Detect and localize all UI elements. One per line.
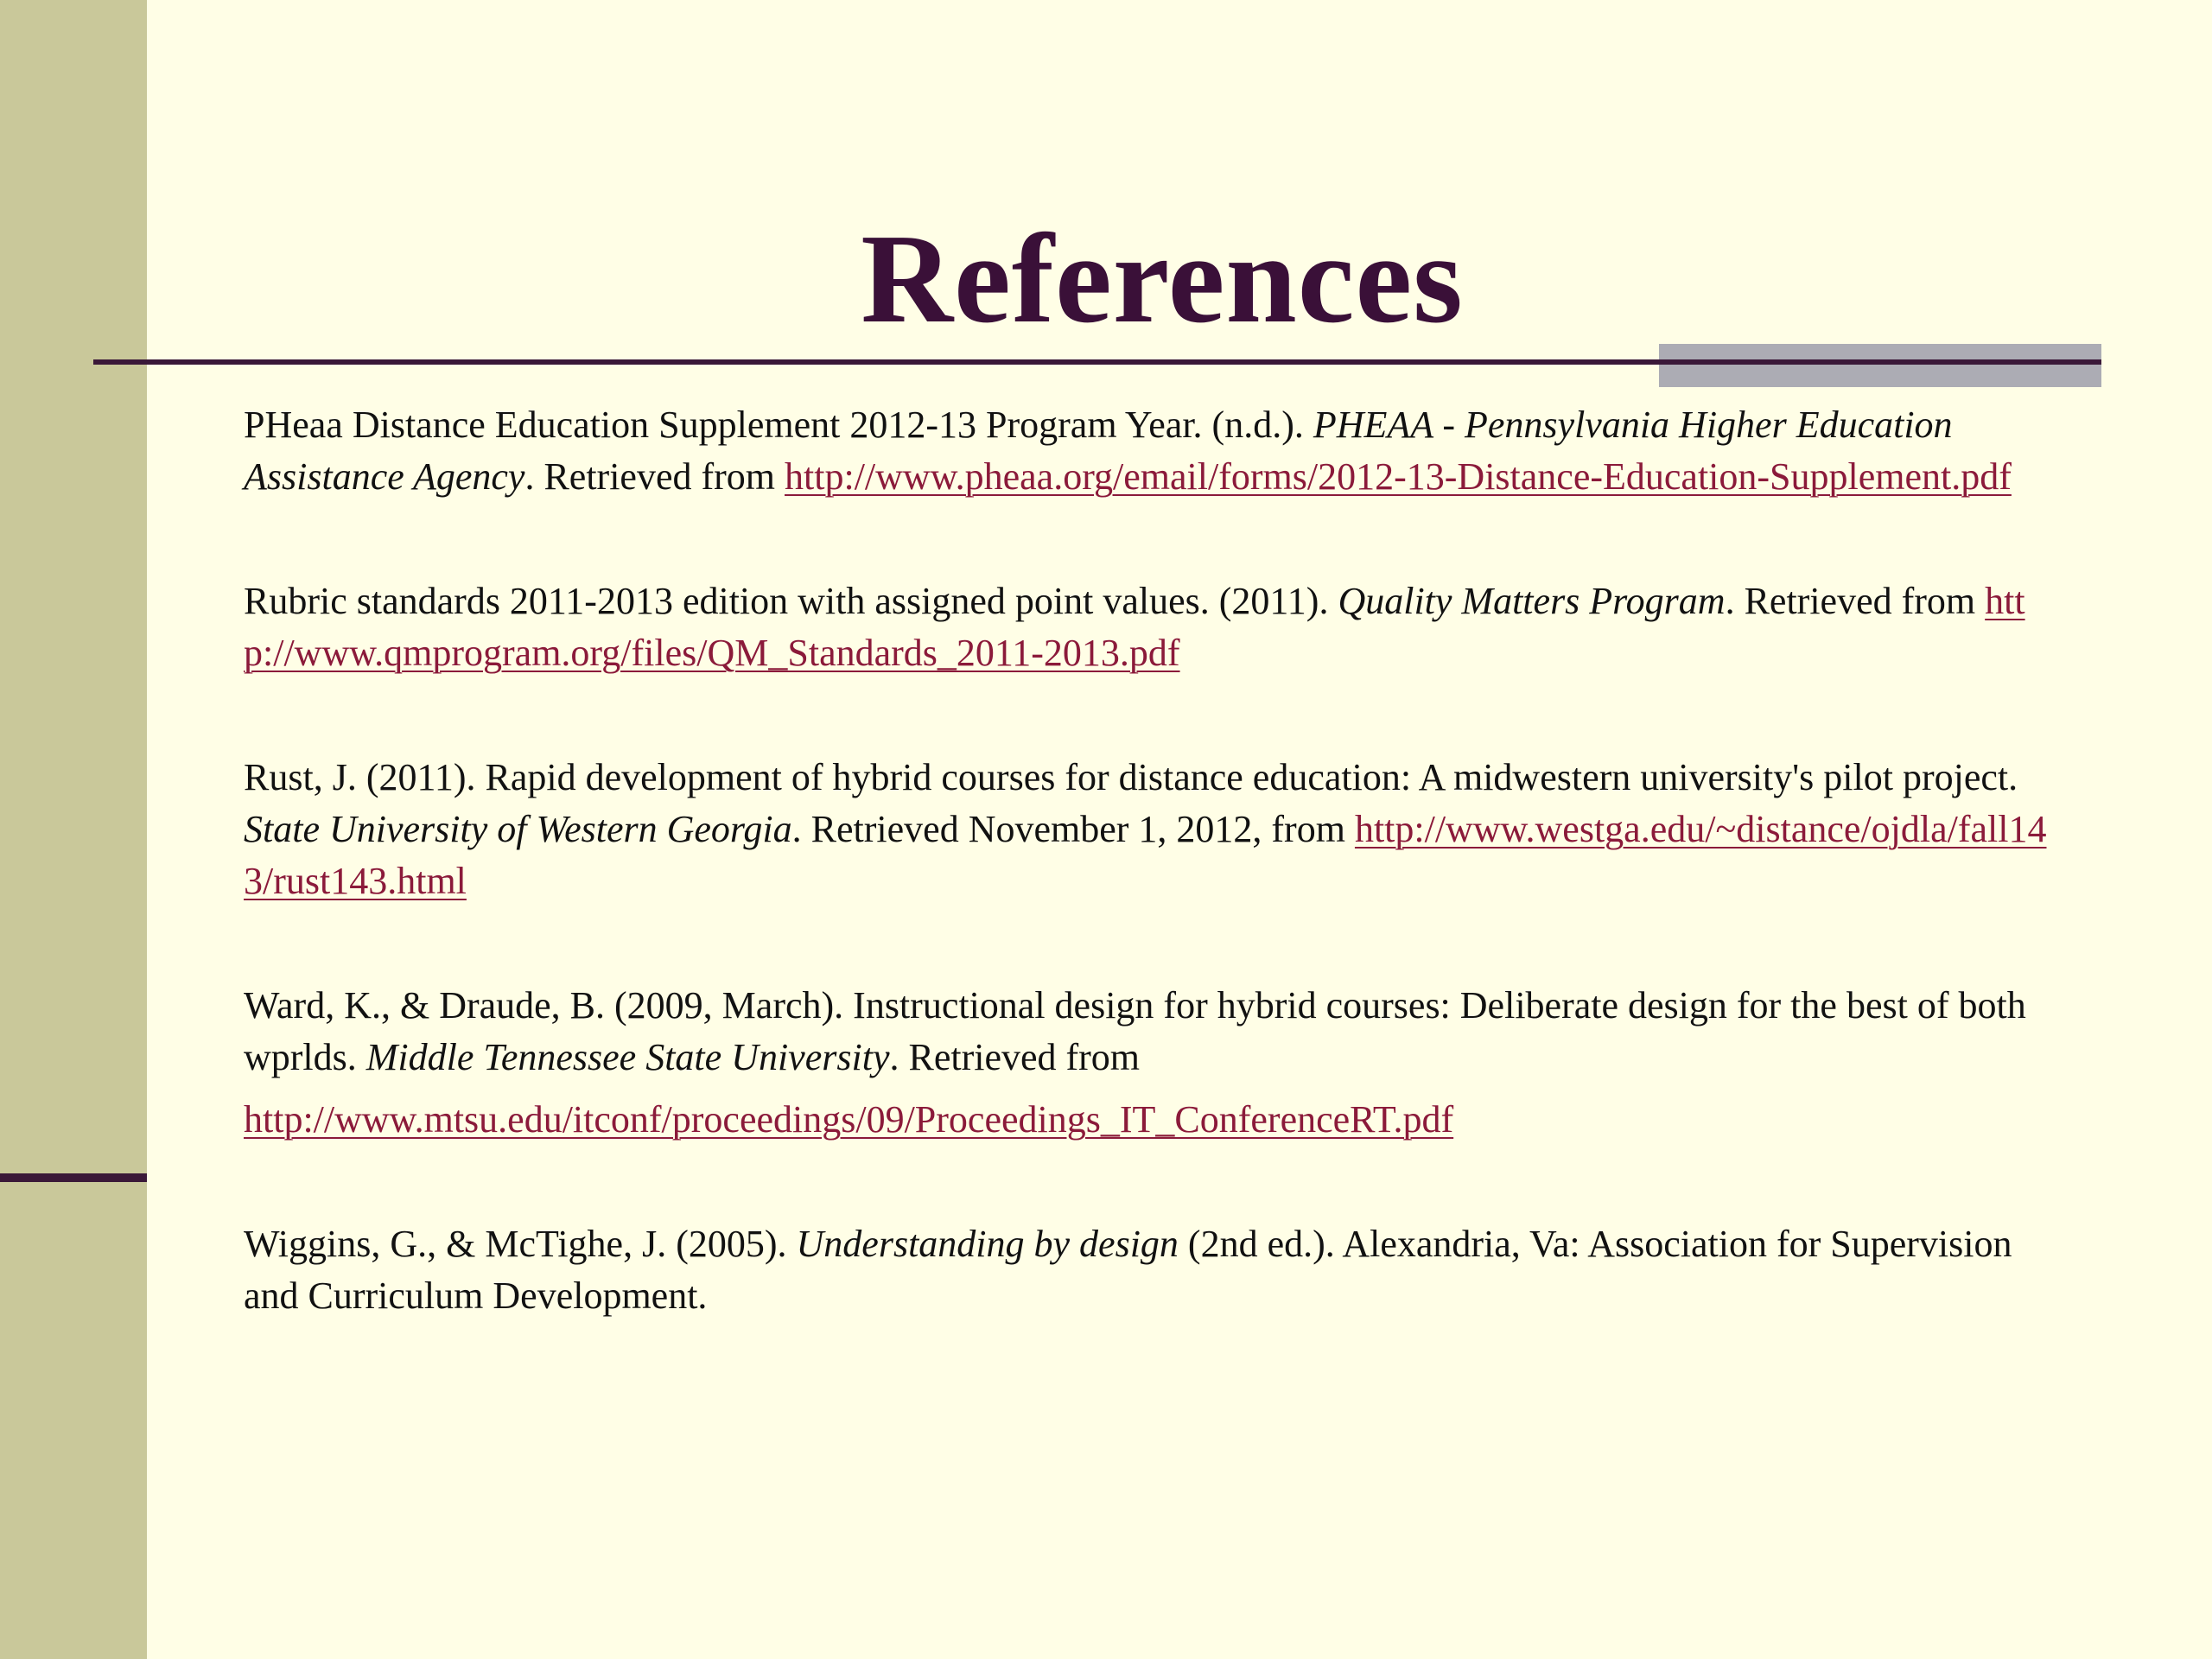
- reference-book-title: Understanding by design: [796, 1223, 1179, 1265]
- reference-retrieval-text: . Retrieved from: [889, 1036, 1141, 1078]
- reference-item-quality-matters: [244, 575, 2075, 679]
- title-divider-accent: [1659, 344, 2101, 387]
- reference-link[interactable]: http://www.westga.edu/~distance/ojdla/fall143/rust143.html: [244, 808, 2047, 902]
- reference-text: Wiggins, G., & McTighe, J. (2005).: [244, 1223, 797, 1265]
- reference-retrieval-text: . Retrieved November 1, 2012, from: [791, 808, 1355, 850]
- reference-text: PHeaa Distance Education Supplement 2012-13 Program Year. (n.d.).: [244, 404, 1313, 446]
- reference-retrieval-text: . Retrieved from: [1725, 580, 1986, 622]
- reference-item-rust: [244, 752, 2075, 907]
- reference-retrieval-text: . Retrieved from: [524, 455, 785, 498]
- reference-text: Ward, K., & Draude, B. (2009, March). Instructional design for hybrid courses: Deliberate design for the best of both wprlds.: [244, 984, 2026, 1078]
- reference-link[interactable]: http://www.pheaa.org/email/forms/2012-13-Distance-Education-Supplement.pdf: [785, 455, 2012, 498]
- reference-item-ward-draude: [244, 980, 2075, 1146]
- reference-source-title: PHEAA - Pennsylvania Higher Education Assistance Agency: [244, 404, 1953, 498]
- reference-source-title: State University of Western Georgia: [244, 808, 792, 850]
- reference-link[interactable]: http://www.mtsu.edu/itconf/proceedings/09/Proceedings_IT_ConferenceRT.pdf: [244, 1098, 1454, 1141]
- reference-item-pheaa: [244, 399, 2075, 503]
- references-list: [244, 399, 2075, 1322]
- reference-link[interactable]: http://www.qmprogram.org/files/QM_Standards_2011-2013.pdf: [244, 580, 2025, 674]
- reference-text: Rust, J. (2011). Rapid development of hybrid courses for distance education: A midwestern university's pilot project.: [244, 756, 2018, 798]
- reference-text: Rubric standards 2011-2013 edition with assigned point values. (2011).: [244, 580, 1338, 622]
- slide-title: References: [861, 208, 1464, 351]
- reference-source-title: Quality Matters Program: [1338, 580, 1726, 622]
- reference-publication-text: (2nd ed.). Alexandria, Va: Association for Supervision and Curriculum Development.: [244, 1223, 2012, 1317]
- left-accent-rule: [0, 1173, 147, 1182]
- reference-source-title: Middle Tennessee State University: [365, 1036, 890, 1078]
- reference-item-wiggins-mctighe: [244, 1218, 2075, 1322]
- left-accent-bar: [0, 0, 147, 1659]
